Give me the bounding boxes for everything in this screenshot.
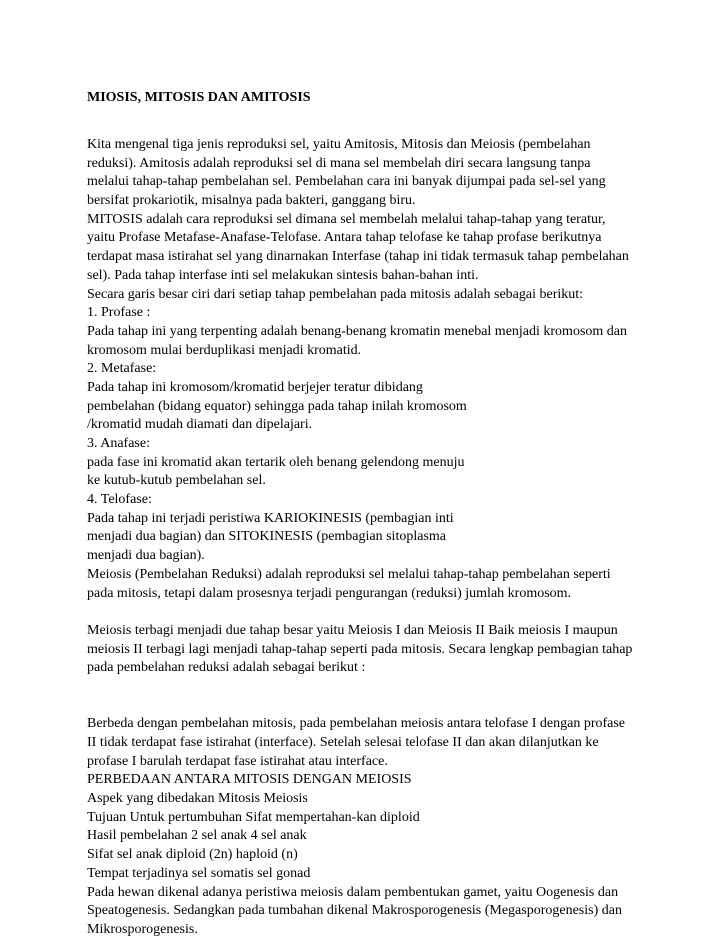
text-line: menjadi dua bagian). <box>87 548 205 564</box>
paragraph-block-2 <box>87 622 667 678</box>
text-line: Aspek yang dibedakan Mitosis Meiosis <box>87 791 308 807</box>
text-line: Speatogenesis. Sedangkan pada tumbahan dikenal Makrosporogenesis (Megasporogenesis) dan <box>87 903 622 919</box>
text-line: kromosom mulai berduplikasi menjadi kromatid. <box>87 342 362 358</box>
text-line: Secara garis besar ciri dari setiap tahap pembelahan pada mitosis adalah sebagai berikut: <box>87 286 584 302</box>
text-line: Tujuan Untuk pertumbuhan Sifat mempertahan-kan diploid <box>87 809 420 825</box>
document-title: MIOSIS, MITOSIS DAN AMITOSIS <box>87 90 311 105</box>
text-line: Meiosis terbagi menjadi due tahap besar yaitu Meiosis I dan Meiosis II Baik meiosis I maupun <box>87 622 618 638</box>
text-line: sel). Pada tahap interfase inti sel melakukan sintesis bahan-bahan inti. <box>87 267 479 283</box>
text-line: Hasil pembelahan 2 sel anak 4 sel anak <box>87 828 307 844</box>
text-line: bersifat prokariotik, misalnya pada bakteri, ganggang biru. <box>87 193 416 209</box>
paragraph-block-3 <box>87 715 667 939</box>
paragraph-block-1 <box>87 136 667 603</box>
text-line: Meiosis (Pembelahan Reduksi) adalah reproduksi sel melalui tahap-tahap pembelahan seperti <box>87 566 611 582</box>
text-line: Pada tahap ini yang terpenting adalah benang-benang kromatin menebal menjadi kromosom dan <box>87 323 627 339</box>
text-line: Mikrosporogenesis. <box>87 921 198 937</box>
text-line: Pada tahap ini kromosom/kromatid berjejer teratur dibidang <box>87 379 423 395</box>
text-line: meiosis II terbagi lagi menjadi tahap-tahap seperti pada mitosis. Secara lengkap pembagian tahap <box>87 641 633 657</box>
text-line: Tempat terjadinya sel somatis sel gonad <box>87 865 311 881</box>
text-line: Pada tahap ini terjadi peristiwa KARIOKINESIS (pembagian inti <box>87 510 454 526</box>
text-line: pada mitosis, tetapi dalam prosesnya terjadi pengurangan (reduksi) jumlah kromosom. <box>87 585 572 601</box>
document-body <box>87 136 667 940</box>
text-line: 1. Profase : <box>87 305 151 321</box>
text-line: pada pembelahan reduksi adalah sebagai berikut : <box>87 660 366 676</box>
text-line: Sifat sel anak diploid (2n) haploid (n) <box>87 847 298 863</box>
text-line: Kita mengenal tiga jenis reproduksi sel, yaitu Amitosis, Mitosis dan Meiosis (pembelahan <box>87 137 591 152</box>
text-line: yaitu Profase Metafase-Anafase-Telofase. Antara tahap telofase ke tahap profase berikutnya <box>87 230 602 246</box>
text-line: II tidak terdapat fase istirahat (interface). Setelah selesai telofase II dan akan dilanjutkan ke <box>87 735 599 751</box>
text-line: MITOSIS adalah cara reproduksi sel dimana sel membelah melalui tahap-tahap yang teratur, <box>87 211 606 227</box>
text-line: Pada hewan dikenal adanya peristiwa meiosis dalam pembentukan gamet, yaitu Oogenesis dan <box>87 884 619 900</box>
paragraph-spacer <box>87 603 667 622</box>
text-line: 3. Anafase: <box>87 436 150 451</box>
text-line: pada fase ini kromatid akan tertarik oleh benang gelendong menuju <box>87 454 465 470</box>
text-line: reduksi). Amitosis adalah reproduksi sel di mana sel membelah diri secara langsung tanpa <box>87 155 591 171</box>
text-line: melalui tahap-tahap pembelahan sel. Pembelahan cara ini banyak dijumpai pada sel-sel yang <box>87 174 606 190</box>
paragraph-spacer <box>87 678 667 715</box>
text-line: /kromatid mudah diamati dan dipelajari. <box>87 417 313 433</box>
text-line: ke kutub-kutub pembelahan sel. <box>87 473 266 489</box>
text-line: PERBEDAAN ANTARA MITOSIS DENGAN MEIOSIS <box>87 772 412 788</box>
text-line: terdapat masa istirahat sel yang dinarnakan Interfase (tahap ini tidak termasuk tahap pembelahan <box>87 249 629 265</box>
text-line: profase I barulah terdapat fase istirahat atau interface. <box>87 753 388 769</box>
text-line: 2. Metafase: <box>87 361 157 377</box>
text-line: menjadi dua bagian) dan SITOKINESIS (pembagian sitoplasma <box>87 529 446 545</box>
text-line: pembelahan (bidang equator) sehingga pada tahap inilah kromosom <box>87 398 467 414</box>
text-line: Berbeda dengan pembelahan mitosis, pada pembelahan meiosis antara telofase I dengan profase <box>87 716 626 732</box>
text-line: 4. Telofase: <box>87 492 152 508</box>
